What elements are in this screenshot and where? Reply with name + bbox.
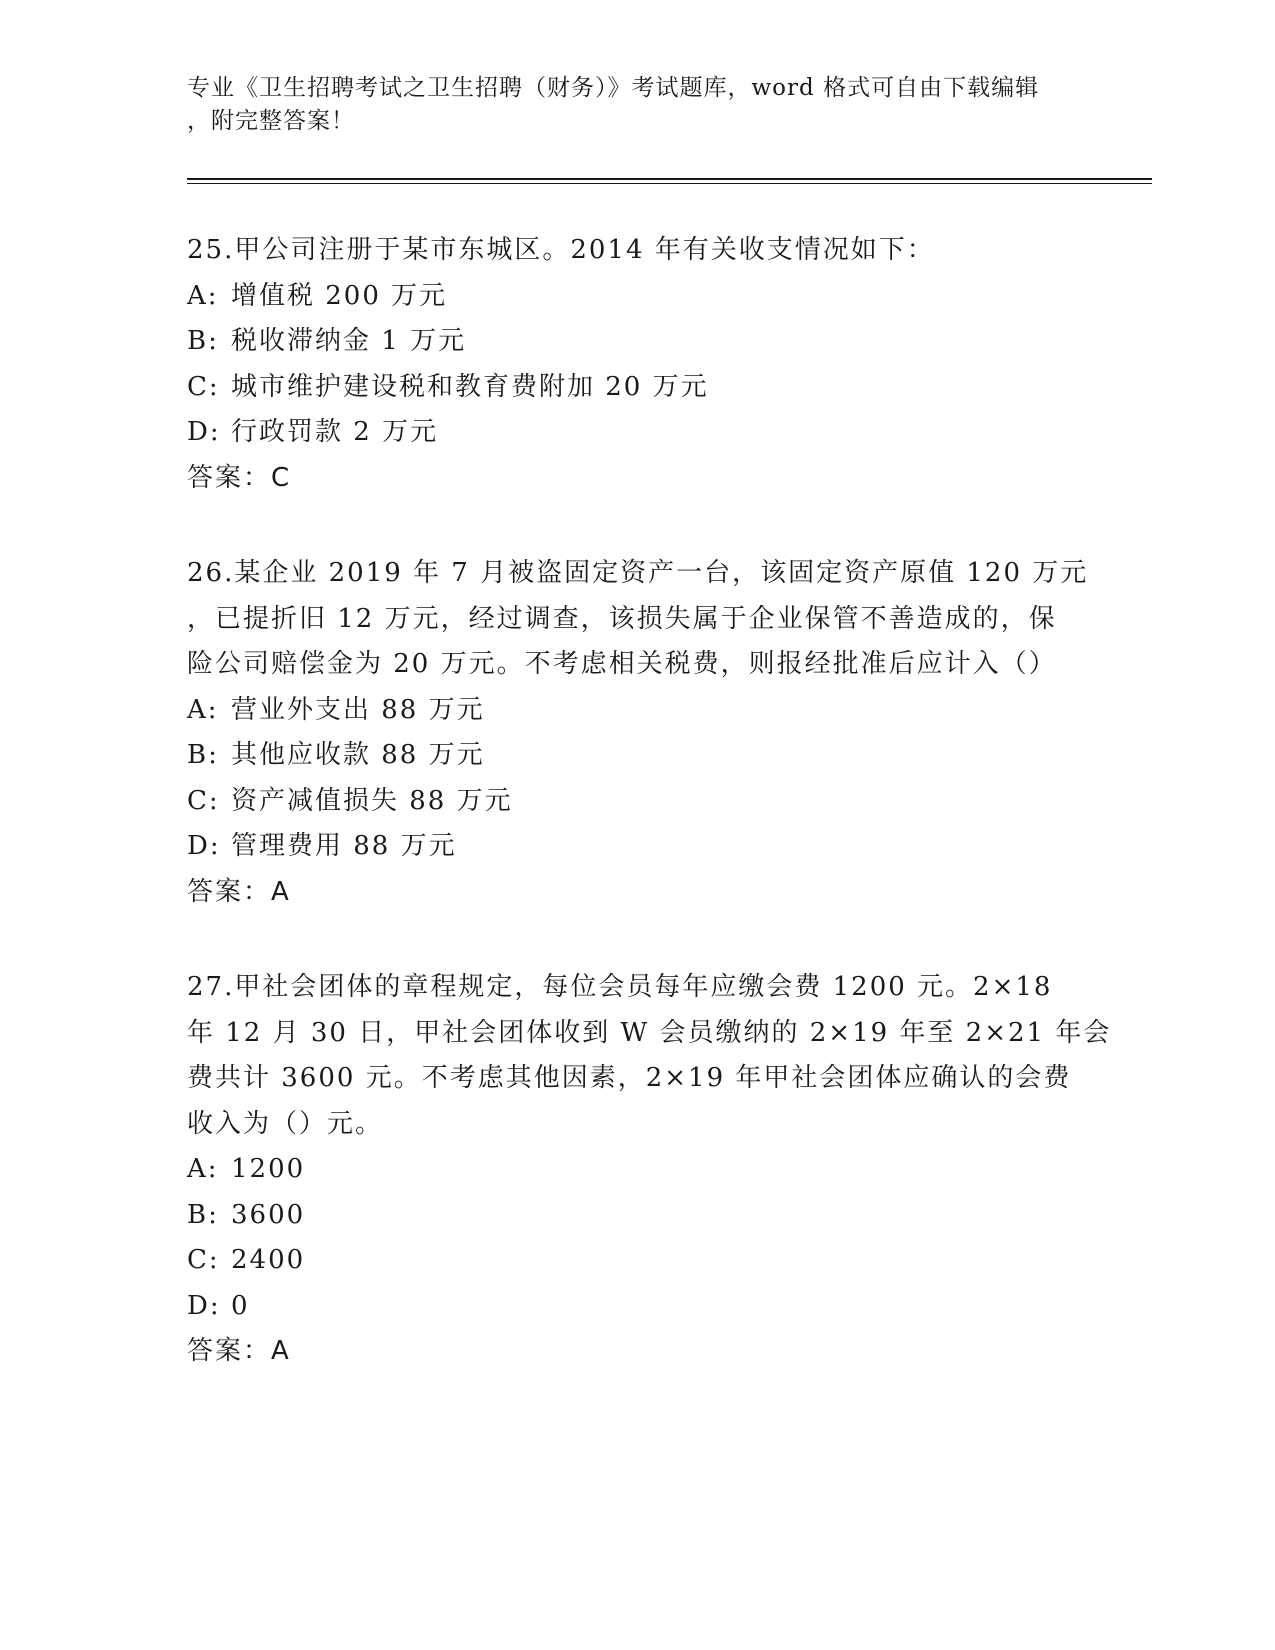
option-text: 营业外支出 88 万元 xyxy=(231,694,485,725)
option-text: 增值税 200 万元 xyxy=(231,280,448,311)
question-stem-line: 年 12 月 30 日，甲社会团体收到 W 会员缴纳的 2×19 年至 2×21 年会 xyxy=(187,1017,1112,1048)
answer-text: 答案：A xyxy=(187,876,291,907)
option-text: 0 xyxy=(231,1290,250,1321)
option-d xyxy=(187,1284,1087,1330)
option-label: C: xyxy=(187,371,220,402)
option-label: B: xyxy=(187,1199,219,1230)
question-26 xyxy=(187,551,1087,915)
question-stem-line: ，已提折旧 12 万元，经过调查，该损失属于企业保管不善造成的，保 xyxy=(187,603,1057,634)
header-line-2: ，附完整答案！ xyxy=(187,108,355,134)
option-d xyxy=(187,824,1087,870)
option-text: 行政罚款 2 万元 xyxy=(231,417,439,447)
option-text: 其他应收款 88 万元 xyxy=(231,740,485,770)
header-divider-thin xyxy=(187,183,1152,184)
option-label: A: xyxy=(187,694,219,725)
option-c xyxy=(187,1238,1087,1284)
question-stem-line: 险公司赔偿金为 20 万元。不考虑相关税费，则报经批准后应计入（） xyxy=(187,649,1057,679)
question-stem-line: 费共计 3600 元。不考虑其他因素，2×19 年甲社会团体应确认的会费 xyxy=(187,1063,1072,1093)
option-label: D: xyxy=(187,831,221,861)
option-a xyxy=(187,688,1087,734)
option-text: 1200 xyxy=(231,1154,306,1184)
option-label: B: xyxy=(187,326,219,356)
option-b xyxy=(187,319,1087,365)
question-stem-line: 收入为（）元。 xyxy=(187,1108,384,1139)
option-label: A: xyxy=(187,1154,219,1184)
document-header xyxy=(187,72,1067,138)
option-a xyxy=(187,274,1087,320)
option-c xyxy=(187,779,1087,825)
option-text: 2400 xyxy=(231,1245,306,1275)
question-27 xyxy=(187,965,1112,1375)
option-text: 3600 xyxy=(231,1199,306,1230)
option-label: D: xyxy=(187,1290,221,1321)
option-text: 城市维护建设税和教育费附加 20 万元 xyxy=(231,371,709,402)
option-b xyxy=(187,1193,1087,1239)
question-25 xyxy=(187,228,1087,501)
option-c xyxy=(187,365,1087,411)
option-label: C: xyxy=(187,785,220,816)
option-label: B: xyxy=(187,740,219,770)
header-divider-thick xyxy=(187,178,1152,180)
option-d xyxy=(187,410,1087,456)
header-line-1: 专业《卫生招聘考试之卫生招聘（财务）》考试题库，word 格式可自由下载编辑 xyxy=(187,75,1040,101)
option-label: C: xyxy=(187,1245,220,1275)
option-text: 管理费用 88 万元 xyxy=(231,831,457,861)
option-label: A: xyxy=(187,280,219,311)
option-label: D: xyxy=(187,417,221,447)
option-text: 税收滞纳金 1 万元 xyxy=(231,326,467,356)
question-stem-line: 27.甲社会团体的章程规定，每位会员每年应缴会费 1200 元。2×18 xyxy=(187,972,1053,1002)
option-b xyxy=(187,733,1087,779)
question-stem-line: 26.某企业 2019 年 7 月被盗固定资产一台，该固定资产原值 120 万元 xyxy=(187,558,1089,588)
option-text: 资产减值损失 88 万元 xyxy=(231,785,513,816)
question-stem-line: 25.甲公司注册于某市东城区。2014 年有关收支情况如下： xyxy=(187,235,935,265)
answer-text: 答案：C xyxy=(187,462,292,493)
option-a xyxy=(187,1147,1087,1193)
answer-text: 答案：A xyxy=(187,1336,291,1366)
